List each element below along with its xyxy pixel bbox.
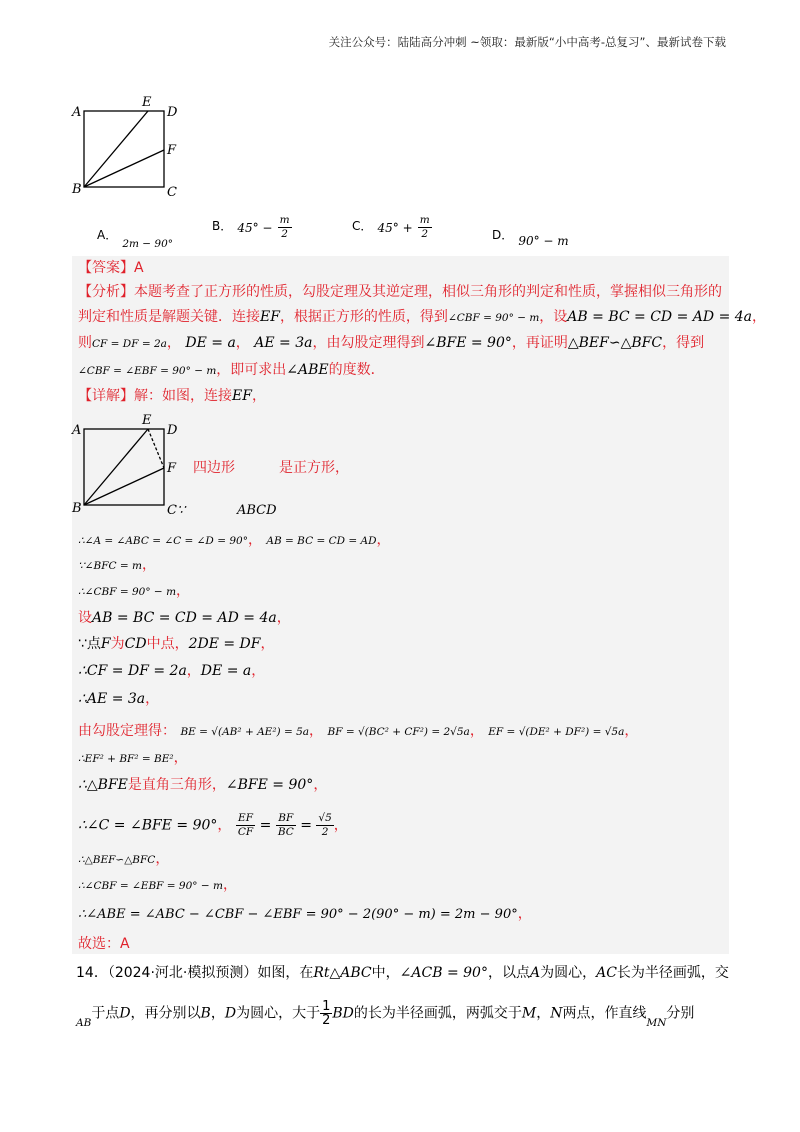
square-figure-1 — [70, 94, 190, 204]
label-a: A — [72, 105, 82, 120]
option-b-letter: B． — [212, 219, 233, 233]
ratio-ef-cf: $\frac{EF}{CF}$ — [237, 812, 254, 838]
quadrilateral-text: 四边形 是正方形， — [193, 460, 349, 476]
q14-line-1: 14．（2024·河北·模拟预测）如图，在Rt△ABC中，∠ACB = 90°，以点A为圆心，AC长为半径画弧，交 — [76, 965, 729, 981]
option-a-expr: 2m − 90° — [122, 238, 174, 250]
detail-line: 【详解】解：如图，连接EF， — [78, 388, 266, 404]
option-a[interactable] — [97, 224, 174, 250]
ratio-bf-bc: $\frac{BF}{BC}$ — [277, 812, 294, 838]
option-c[interactable] — [352, 214, 432, 241]
segment-bf — [84, 150, 164, 187]
step-14: ∴∠ABE = ∠ABC − ∠CBF − ∠EBF = 90° − 2(90° − m) = 2m − 90°， — [78, 906, 532, 922]
analysis-line-3: 则CF = DF = 2a， DE = a， AE = 3a，由勾股定理得到∠BFE = 90°，再证明△BEF∽△BFC，得到 — [78, 335, 705, 351]
analysis-line-1: 【分析】本题考查了正方形的性质，勾股定理及其逆定理，相似三角形的判定和性质，掌握相似三角形的 — [78, 284, 722, 300]
step-10: ∴△BFE是直角三角形，∠BFE = 90°， — [78, 777, 328, 793]
analysis-line-2: 判定和性质是解题关键．连接EF，根据正方形的性质，得到∠CBF = 90° − m，设AB = BC = CD = AD = 4a， — [78, 309, 767, 325]
label-d-2: D — [167, 423, 178, 438]
q14-line-2: $_{AB}$于点D，再分别以B，D为圆心，大于 $\frac{1}{2}$ BD的长为半径画弧，两弧交于M，N两点，作直线$_{MN}$分别 — [76, 999, 695, 1029]
step-9: ∴EF² + BF² = BE²， — [78, 750, 188, 766]
segment-be-2 — [84, 429, 148, 505]
segment-bf-2 — [84, 468, 164, 505]
label-c: C — [167, 185, 177, 200]
step-4: 设AB = BC = CD = AD = 4a， — [78, 610, 291, 626]
step-5: ∵点F为CD中点，2DE = DF， — [78, 636, 275, 652]
segment-be — [84, 111, 148, 187]
label-f-2: F — [167, 461, 177, 476]
segment-ef-dashed — [148, 429, 164, 468]
option-b-fraction: $\frac{m}{2}$ — [279, 214, 290, 240]
fraction-one-half: $\frac{1}{2}$ — [322, 999, 331, 1028]
step-3: ∴∠CBF = 90° − m， — [78, 583, 191, 599]
step-1: ∴∠A = ∠ABC = ∠C = ∠D = 90°， AB = BC = CD = AD， — [78, 532, 391, 548]
final-answer: 故选：A — [78, 936, 130, 952]
answer-label: 【答案】A — [78, 260, 144, 276]
ratio-sqrt5-2: $\frac{√5}{2}$ — [318, 812, 332, 838]
option-a-letter: A． — [97, 228, 118, 242]
label-a-2: A — [72, 423, 82, 438]
step-7: ∴AE = 3a， — [78, 691, 160, 707]
square-abcd — [84, 111, 164, 187]
step-8: 由勾股定理得： BE = √(AB² + AE²) = 5a， BF = √(BC² + CF²) = 2√5a， EF = √(DE² + DF²) = √5a， — [78, 723, 639, 739]
option-d-letter: D． — [492, 228, 514, 242]
label-b: B — [72, 182, 82, 197]
label-b-2: B — [72, 501, 82, 516]
label-c-2: C∵ — [167, 503, 186, 518]
option-c-fraction: $\frac{m}{2}$ — [419, 214, 430, 240]
step-2: ∵∠BFC = m， — [78, 557, 156, 573]
step-11: ∴∠C = ∠BFE = 90°， $\frac{EF}{CF}$ = $\frac{BF}{BC}$ = $\frac{√5}{2}$ ， — [78, 812, 348, 838]
label-e-2: E — [142, 413, 152, 428]
step-6: ∴CF = DF = 2a，DE = a， — [78, 663, 266, 679]
analysis-line-4: ∠CBF = ∠EBF = 90° − m，即可求出∠ABE的度数． — [78, 362, 385, 378]
step-12: ∴△BEF∽△BFC， — [78, 851, 170, 867]
label-d: D — [167, 105, 178, 120]
option-b[interactable] — [212, 214, 292, 241]
abcd-label: ABCD — [237, 503, 277, 518]
option-c-pre: 45° + — [377, 221, 413, 235]
page-header: 关注公众号：陆陆高分冲刺 ~领取：最新版“小中高考-总复习”、最新试卷下载 — [328, 35, 726, 49]
label-f: F — [167, 143, 177, 158]
option-d-expr: 90° − m — [518, 234, 569, 248]
option-b-pre: 45° − — [237, 221, 273, 235]
option-c-letter: C． — [352, 219, 373, 233]
label-e: E — [142, 95, 152, 110]
square-figure-2 — [70, 410, 200, 520]
step-13: ∴∠CBF = ∠EBF = 90° − m， — [78, 877, 237, 893]
option-d[interactable] — [492, 224, 569, 248]
